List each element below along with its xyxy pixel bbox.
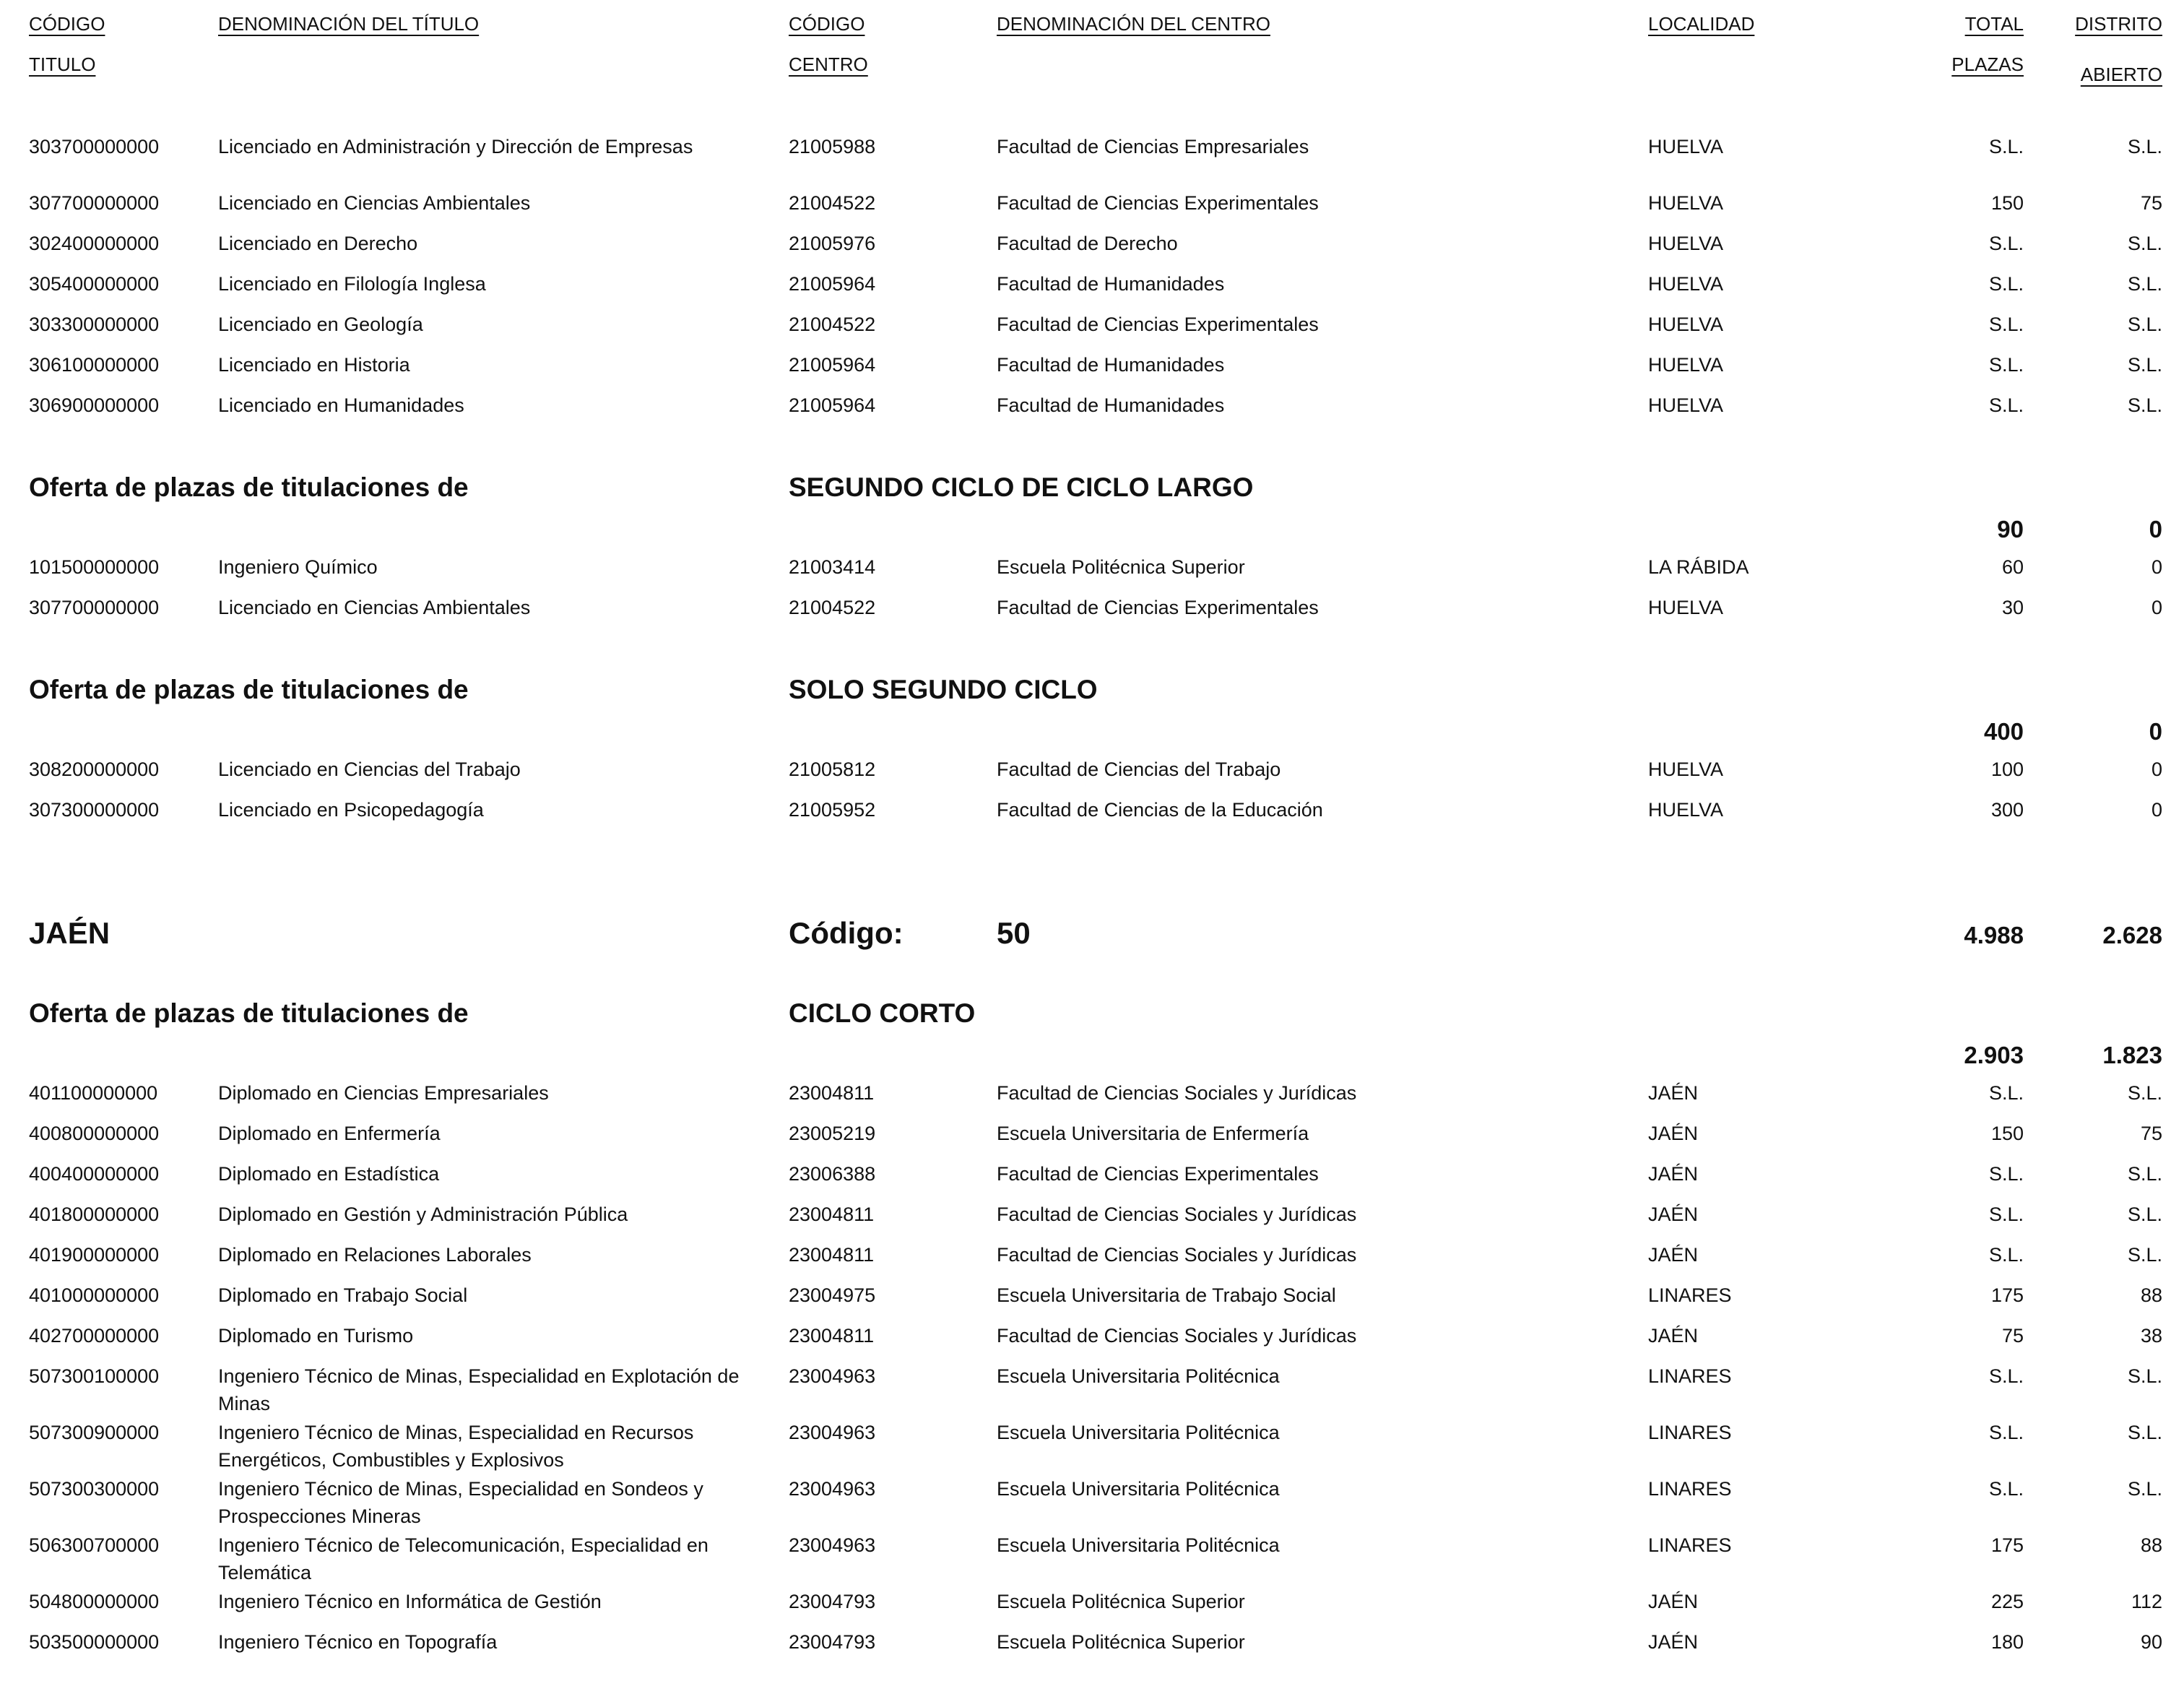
total-plazas: 175 — [1990, 1284, 2024, 1306]
centro-denominacion: Escuela Politécnica Superior — [997, 556, 1245, 578]
titulo-codigo: 302400000000 — [29, 233, 160, 254]
titulo-denominacion: Licenciado en Ciencias Ambientales — [218, 192, 531, 214]
centro-codigo: 23004963 — [789, 1422, 876, 1443]
titulo-codigo: 401800000000 — [29, 1203, 160, 1225]
subtotal-distrito-abierto: 0 — [2149, 516, 2162, 543]
subtotal-total-plazas: 2.903 — [1964, 1042, 2024, 1068]
centro-denominacion: Facultad de Ciencias Sociales y Jurídicas — [997, 1325, 1357, 1347]
distrito-abierto: S.L. — [2127, 1082, 2162, 1104]
centro-codigo: 23004963 — [789, 1365, 876, 1387]
header-codigo-titulo: CÓDIGO — [29, 13, 105, 35]
centro-denominacion: Escuela Universitaria Politécnica — [997, 1365, 1280, 1387]
localidad: LA RÁBIDA — [1648, 556, 1749, 578]
section-tipo: SOLO SEGUNDO CICLO — [789, 675, 1098, 704]
localidad: HUELVA — [1648, 273, 1724, 295]
header-distrito-abierto-2: ABIERTO — [2080, 64, 2162, 85]
total-plazas: 175 — [1990, 1534, 2024, 1556]
titulo-denominacion: Licenciado en Geología — [218, 314, 423, 335]
centro-denominacion: Facultad de Ciencias Experimentales — [997, 597, 1319, 618]
header-localidad: LOCALIDAD — [1648, 13, 1755, 35]
total-plazas: S.L. — [1988, 1478, 2024, 1500]
titulo-codigo: 307700000000 — [29, 597, 160, 618]
total-plazas: S.L. — [1988, 1082, 2024, 1104]
distrito-abierto: S.L. — [2127, 1203, 2162, 1225]
localidad: JAÉN — [1648, 1203, 1699, 1225]
distrito-abierto: S.L. — [2127, 314, 2162, 335]
centro-denominacion: Facultad de Humanidades — [997, 273, 1225, 295]
titulo-codigo: 401900000000 — [29, 1244, 160, 1266]
distrito-abierto: S.L. — [2127, 354, 2162, 376]
titulo-denominacion: Diplomado en Turismo — [218, 1325, 414, 1347]
titulo-denominacion: Ingeniero Químico — [218, 556, 378, 578]
distrito-abierto: 75 — [2140, 192, 2162, 214]
titulo-codigo: 307700000000 — [29, 192, 160, 214]
titulo-codigo: 303700000000 — [29, 136, 160, 157]
titulo-denominacion: Licenciado en Historia — [218, 354, 410, 376]
distrito-abierto: S.L. — [2127, 233, 2162, 254]
university-code: 50 — [997, 916, 1031, 950]
centro-codigo: 21005952 — [789, 799, 876, 821]
centro-codigo: 21005964 — [789, 354, 876, 376]
centro-denominacion: Escuela Universitaria de Enfermería — [997, 1123, 1309, 1144]
distrito-abierto: 0 — [2151, 759, 2162, 780]
titulo-denominacion: Licenciado en Humanidades — [218, 394, 464, 416]
titulo-denominacion: Ingeniero Técnico en Informática de Gestión — [218, 1591, 602, 1612]
centro-denominacion: Escuela Politécnica Superior — [997, 1631, 1245, 1653]
centro-denominacion: Facultad de Humanidades — [997, 394, 1225, 416]
centro-codigo: 21005988 — [789, 136, 876, 157]
subtotal-total-plazas: 90 — [1997, 516, 2024, 543]
centro-denominacion: Facultad de Ciencias de la Educación — [997, 799, 1323, 821]
centro-denominacion: Facultad de Derecho — [997, 233, 1178, 254]
university-total-plazas: 4.988 — [1964, 922, 2024, 948]
localidad: JAÉN — [1648, 1325, 1699, 1347]
titulo-denominacion: Diplomado en Estadística — [218, 1163, 440, 1185]
centro-codigo: 21005964 — [789, 394, 876, 416]
distrito-abierto: S.L. — [2127, 136, 2162, 157]
header-total-plazas-2: PLAZAS — [1951, 53, 2024, 75]
section-tipo: CICLO CORTO — [789, 998, 976, 1028]
titulo-codigo: 401000000000 — [29, 1284, 160, 1306]
distrito-abierto: 90 — [2140, 1631, 2162, 1653]
distrito-abierto: 112 — [2131, 1591, 2162, 1612]
distrito-abierto: 0 — [2151, 556, 2162, 578]
header-denominacion-titulo: DENOMINACIÓN DEL TÍTULO — [218, 13, 480, 35]
total-plazas: 75 — [2001, 1325, 2024, 1347]
titulo-codigo: 306100000000 — [29, 354, 160, 376]
header-codigo-centro-2: CENTRO — [789, 53, 868, 75]
header-total-plazas: TOTAL — [1964, 13, 2024, 35]
centro-codigo: 21005976 — [789, 233, 876, 254]
localidad: LINARES — [1648, 1534, 1732, 1556]
titulo-codigo: 400800000000 — [29, 1123, 160, 1144]
section-label: Oferta de plazas de titulaciones de — [29, 998, 469, 1028]
total-plazas: 60 — [2001, 556, 2024, 578]
distrito-abierto: 0 — [2151, 597, 2162, 618]
centro-denominacion: Escuela Universitaria Politécnica — [997, 1478, 1280, 1500]
localidad: JAÉN — [1648, 1123, 1699, 1144]
distrito-abierto: S.L. — [2127, 394, 2162, 416]
localidad: JAÉN — [1648, 1591, 1699, 1612]
centro-codigo: 23004811 — [789, 1244, 875, 1266]
centro-denominacion: Facultad de Ciencias Empresariales — [997, 136, 1309, 157]
distrito-abierto: 88 — [2140, 1284, 2162, 1306]
localidad: JAÉN — [1648, 1631, 1699, 1653]
titulo-codigo: 507300100000 — [29, 1365, 160, 1387]
centro-denominacion: Escuela Universitaria Politécnica — [997, 1422, 1280, 1443]
titulo-denominacion: Diplomado en Trabajo Social — [218, 1284, 468, 1306]
subtotal-total-plazas: 400 — [1983, 718, 2024, 745]
localidad: JAÉN — [1648, 1244, 1699, 1266]
titulo-denominacion: Licenciado en Administración y Dirección de Empresas — [218, 136, 693, 157]
distrito-abierto: S.L. — [2127, 1478, 2162, 1500]
titulo-denominacion: Ingeniero Técnico de Telecomunicación, Especialidad en Telemática — [218, 1534, 708, 1583]
localidad: LINARES — [1648, 1284, 1732, 1306]
total-plazas: S.L. — [1988, 354, 2024, 376]
centro-codigo: 23004793 — [789, 1591, 876, 1612]
titulo-codigo: 507300300000 — [29, 1478, 160, 1500]
total-plazas: S.L. — [1988, 394, 2024, 416]
centro-codigo: 21004522 — [789, 597, 876, 618]
total-plazas: 100 — [1990, 759, 2024, 780]
titulo-denominacion: Ingeniero Técnico de Minas, Especialidad en Sondeos y Prospecciones Mineras — [218, 1478, 703, 1527]
titulo-codigo: 101500000000 — [29, 556, 160, 578]
centro-codigo: 21004522 — [789, 314, 876, 335]
distrito-abierto: 38 — [2140, 1325, 2162, 1347]
distrito-abierto: 88 — [2140, 1534, 2162, 1556]
centro-denominacion: Facultad de Ciencias Sociales y Jurídicas — [997, 1082, 1357, 1104]
header-codigo-titulo-2: TITULO — [29, 53, 96, 75]
centro-denominacion: Facultad de Ciencias Sociales y Jurídicas — [997, 1203, 1357, 1225]
titulo-codigo: 507300900000 — [29, 1422, 160, 1443]
total-plazas: S.L. — [1988, 1203, 2024, 1225]
subtotal-distrito-abierto: 0 — [2149, 718, 2162, 745]
centro-codigo: 23004811 — [789, 1082, 875, 1104]
total-plazas: 180 — [1990, 1631, 2024, 1653]
titulo-codigo: 401100000000 — [29, 1082, 158, 1104]
localidad: JAÉN — [1648, 1163, 1699, 1185]
total-plazas: 150 — [1990, 192, 2024, 214]
centro-codigo: 21004522 — [789, 192, 876, 214]
subtotal-distrito-abierto: 1.823 — [2102, 1042, 2162, 1068]
centro-denominacion: Facultad de Ciencias Experimentales — [997, 314, 1319, 335]
titulo-denominacion: Licenciado en Ciencias Ambientales — [218, 597, 531, 618]
total-plazas: S.L. — [1988, 314, 2024, 335]
titulo-denominacion: Diplomado en Gestión y Administración Pública — [218, 1203, 628, 1225]
localidad: HUELVA — [1648, 136, 1724, 157]
centro-codigo: 23005219 — [789, 1123, 876, 1144]
localidad: LINARES — [1648, 1365, 1732, 1387]
total-plazas: 150 — [1990, 1123, 2024, 1144]
titulo-codigo: 307300000000 — [29, 799, 160, 821]
university-code-label: Código: — [789, 916, 904, 950]
university-distrito-abierto: 2.628 — [2102, 922, 2162, 948]
localidad: LINARES — [1648, 1478, 1732, 1500]
centro-denominacion: Facultad de Ciencias del Trabajo — [997, 759, 1281, 780]
titulo-denominacion: Diplomado en Enfermería — [218, 1123, 441, 1144]
section-label: Oferta de plazas de titulaciones de — [29, 472, 469, 502]
titulo-codigo: 402700000000 — [29, 1325, 160, 1347]
localidad: HUELVA — [1648, 759, 1724, 780]
centro-denominacion: Escuela Universitaria Politécnica — [997, 1534, 1280, 1556]
titulo-codigo: 306900000000 — [29, 394, 160, 416]
distrito-abierto: S.L. — [2127, 1365, 2162, 1387]
titulo-denominacion: Ingeniero Técnico en Topografía — [218, 1631, 498, 1653]
localidad: HUELVA — [1648, 233, 1724, 254]
localidad: JAÉN — [1648, 1082, 1699, 1104]
section-label: Oferta de plazas de titulaciones de — [29, 675, 469, 704]
total-plazas: 225 — [1990, 1591, 2024, 1612]
total-plazas: 300 — [1990, 799, 2024, 821]
distrito-abierto: S.L. — [2127, 1244, 2162, 1266]
centro-codigo: 21003414 — [789, 556, 876, 578]
titulo-denominacion: Licenciado en Filología Inglesa — [218, 273, 486, 295]
distrito-abierto: 75 — [2140, 1123, 2162, 1144]
centro-codigo: 23004975 — [789, 1284, 876, 1306]
titulo-denominacion: Licenciado en Derecho — [218, 233, 418, 254]
total-plazas: 30 — [2001, 597, 2024, 618]
total-plazas: S.L. — [1988, 233, 2024, 254]
distrito-abierto: S.L. — [2127, 1163, 2162, 1185]
localidad: HUELVA — [1648, 192, 1724, 214]
total-plazas: S.L. — [1988, 1365, 2024, 1387]
centro-denominacion: Escuela Politécnica Superior — [997, 1591, 1245, 1612]
university-name: JAÉN — [29, 916, 110, 950]
centro-denominacion: Facultad de Ciencias Experimentales — [997, 1163, 1319, 1185]
total-plazas: S.L. — [1988, 136, 2024, 157]
localidad: LINARES — [1648, 1422, 1732, 1443]
titulo-codigo: 303300000000 — [29, 314, 160, 335]
titulo-denominacion: Ingeniero Técnico de Minas, Especialidad en Explotación de Minas — [218, 1365, 740, 1414]
titulo-denominacion: Diplomado en Relaciones Laborales — [218, 1244, 532, 1266]
total-plazas: S.L. — [1988, 1244, 2024, 1266]
centro-codigo: 21005812 — [789, 759, 876, 780]
titulo-codigo: 305400000000 — [29, 273, 160, 295]
centro-denominacion: Escuela Universitaria de Trabajo Social — [997, 1284, 1336, 1306]
titulo-denominacion: Licenciado en Ciencias del Trabajo — [218, 759, 521, 780]
titulo-denominacion: Ingeniero Técnico de Minas, Especialidad en Recursos Energéticos, Combustibles y Explosivos — [218, 1422, 694, 1471]
distrito-abierto: S.L. — [2127, 273, 2162, 295]
titulo-codigo: 503500000000 — [29, 1631, 160, 1653]
section-tipo: SEGUNDO CICLO DE CICLO LARGO — [789, 472, 1254, 502]
titulo-denominacion: Diplomado en Ciencias Empresariales — [218, 1082, 549, 1104]
centro-codigo: 21005964 — [789, 273, 876, 295]
centro-codigo: 23006388 — [789, 1163, 876, 1185]
header-codigo-centro: CÓDIGO — [789, 13, 865, 35]
centro-denominacion: Facultad de Humanidades — [997, 354, 1225, 376]
titulo-codigo: 308200000000 — [29, 759, 160, 780]
localidad: HUELVA — [1648, 799, 1724, 821]
header-distrito-abierto: DISTRITO — [2075, 13, 2162, 35]
centro-denominacion: Facultad de Ciencias Sociales y Jurídicas — [997, 1244, 1357, 1266]
localidad: HUELVA — [1648, 314, 1724, 335]
localidad: HUELVA — [1648, 354, 1724, 376]
titulo-codigo: 504800000000 — [29, 1591, 160, 1612]
distrito-abierto: 0 — [2151, 799, 2162, 821]
localidad: HUELVA — [1648, 597, 1724, 618]
centro-codigo: 23004793 — [789, 1631, 876, 1653]
header-denominacion-centro: DENOMINACIÓN DEL CENTRO — [997, 13, 1270, 35]
centro-codigo: 23004811 — [789, 1325, 875, 1347]
titulo-codigo: 400400000000 — [29, 1163, 160, 1185]
centro-denominacion: Facultad de Ciencias Experimentales — [997, 192, 1319, 214]
total-plazas: S.L. — [1988, 1422, 2024, 1443]
titulo-denominacion: Licenciado en Psicopedagogía — [218, 799, 484, 821]
centro-codigo: 23004963 — [789, 1534, 876, 1556]
total-plazas: S.L. — [1988, 1163, 2024, 1185]
centro-codigo: 23004963 — [789, 1478, 876, 1500]
distrito-abierto: S.L. — [2127, 1422, 2162, 1443]
titulo-codigo: 506300700000 — [29, 1534, 160, 1556]
centro-codigo: 23004811 — [789, 1203, 875, 1225]
total-plazas: S.L. — [1988, 273, 2024, 295]
localidad: HUELVA — [1648, 394, 1724, 416]
